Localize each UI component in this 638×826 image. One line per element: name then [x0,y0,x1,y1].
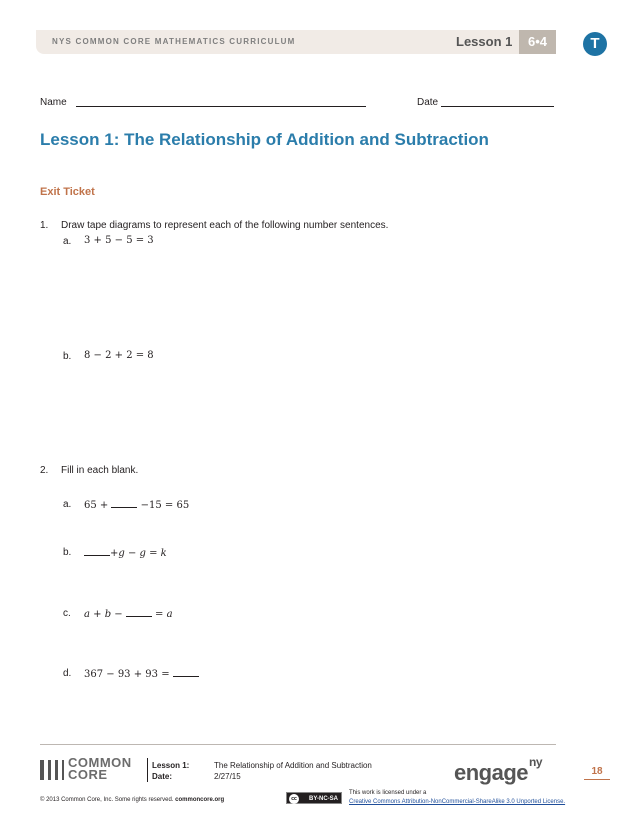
common-core-logo-icon [40,760,64,780]
item-2d-label: d. [63,668,72,679]
item-1b-expression: 8 − 2 + 2 = 8 [84,350,154,361]
item-2c-before: a + b − [84,609,126,620]
copyright-text: © 2013 Common Core, Inc. Some rights reserved. [40,797,174,803]
footer-lesson-label: Lesson 1: [152,761,190,770]
item-2b-label: b. [63,547,72,558]
date-label: Date [417,97,439,108]
problem-1-prompt: Draw tape diagrams to represent each of the following number sentences. [61,220,389,231]
brand-line-1: COMMON [68,755,132,770]
page-number: 18 [584,766,610,780]
item-2a-after: −15 = 65 [137,500,190,511]
site-link[interactable]: commoncore.org [175,797,225,803]
name-label: Name [40,97,67,108]
item-2d-expression [84,667,199,680]
item-2c-after: = a [151,609,173,620]
item-2d-blank[interactable] [173,667,199,677]
item-1a-expression: 3 + 5 − 5 = 3 [84,235,154,246]
item-2b-blank[interactable] [84,546,110,556]
license-badge[interactable]: cc BY-NC-SA [286,792,342,804]
item-2b-expression [84,546,167,559]
problem-2-prompt: Fill in each blank. [61,465,139,476]
problem-2-number: 2. [40,465,49,476]
item-2c-expression [84,607,173,620]
footer-date-label: Date: [152,772,173,781]
teacher-badge: T [583,32,607,56]
footer-divider [40,744,556,745]
ny-word: ny [529,754,543,769]
item-2d-before: 367 − 93 + 93 = [84,669,173,680]
lesson-label: Lesson 1 [456,34,513,49]
curriculum-label: NYS COMMON CORE MATHEMATICS CURRICULUM [52,37,296,46]
footer-date-value: 2/27/15 [214,772,241,781]
item-1b-label: b. [63,351,72,362]
copyright [40,797,224,803]
section-heading: Exit Ticket [40,186,95,198]
page-title: Lesson 1: The Relationship of Addition and Subtraction [40,130,489,149]
item-2c-blank[interactable] [126,607,152,617]
brand-line-2: CORE [68,767,108,782]
item-2a-label: a. [63,499,72,510]
item-1a-label: a. [63,236,72,247]
item-2a-before: 65 + [84,500,112,511]
common-core-brand [68,757,132,781]
footer-lesson-value: The Relationship of Addition and Subtraction [214,761,372,770]
engage-word: engage [454,760,529,785]
problem-1-number: 1. [40,220,49,231]
engageny-logo [454,754,543,786]
date-field[interactable] [441,106,554,107]
license-link[interactable]: Creative Commons Attribution-NonCommercial-ShareAlike 3.0 Unported License. [349,799,566,805]
name-field[interactable] [76,106,366,107]
grade-module-badge: 6•4 [519,30,556,54]
footer-separator [147,758,148,782]
item-2a-expression [84,498,189,511]
item-2c-label: c. [63,608,71,619]
license-text: This work is licensed under a [349,790,427,796]
item-2a-blank[interactable] [111,498,137,508]
item-2b-after: +g − g = k [110,548,167,559]
